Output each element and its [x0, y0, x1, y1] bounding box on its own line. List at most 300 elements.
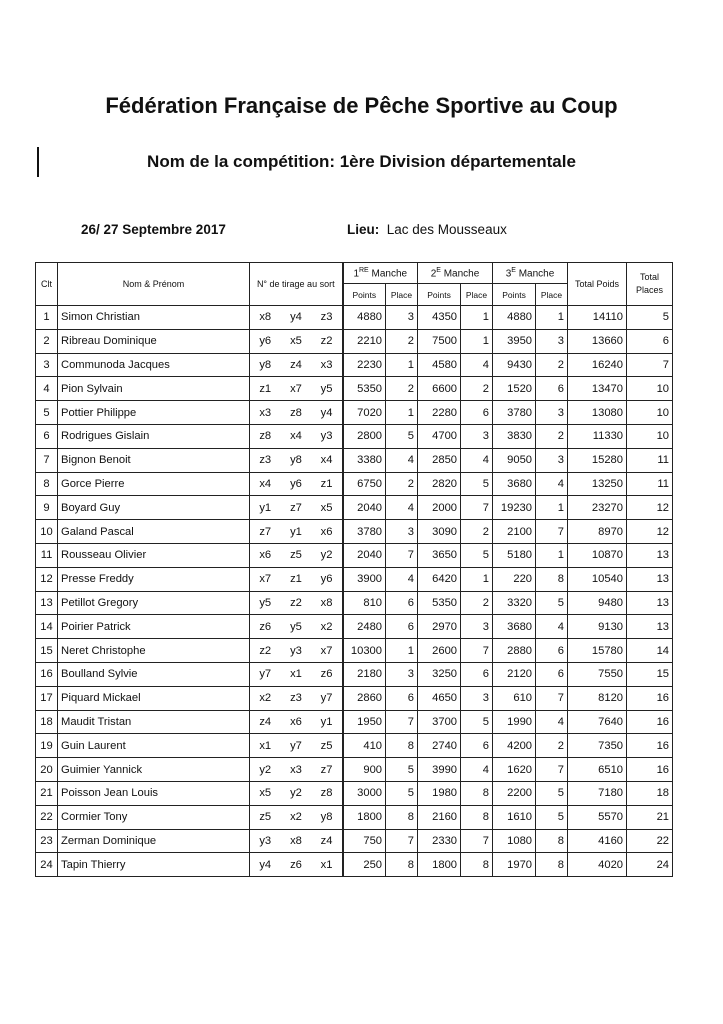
place-cell: 6 [461, 734, 493, 758]
place-cell: 7 [386, 829, 418, 853]
draw-cell: z4 [312, 829, 343, 853]
total-poids-cell: 5570 [568, 805, 627, 829]
draw-cell: z8 [312, 781, 343, 805]
points-cell: 5350 [418, 591, 461, 615]
total-places-cell: 13 [627, 567, 673, 591]
total-poids-cell: 13080 [568, 401, 627, 425]
competition-location [347, 222, 507, 237]
points-cell: 3830 [493, 424, 536, 448]
points-cell: 2850 [418, 448, 461, 472]
competition-date: 26/ 27 Septembre 2017 [81, 222, 226, 237]
place-cell: 8 [461, 781, 493, 805]
place-cell: 6 [536, 377, 568, 401]
total-places-cell: 24 [627, 853, 673, 877]
place-cell: 5 [386, 424, 418, 448]
draw-cell: z2 [281, 591, 312, 615]
points-cell: 7020 [343, 401, 386, 425]
total-places-cell: 5 [627, 306, 673, 330]
total-poids-cell: 7550 [568, 662, 627, 686]
place-cell: 2 [461, 377, 493, 401]
header-place-1: Place [386, 284, 418, 306]
table-row [36, 639, 673, 663]
draw-cell: x3 [281, 758, 312, 782]
rank-cell: 13 [36, 591, 58, 615]
points-cell: 2740 [418, 734, 461, 758]
place-cell: 7 [536, 520, 568, 544]
draw-cell: y1 [281, 520, 312, 544]
place-cell: 6 [461, 401, 493, 425]
place-cell: 8 [386, 805, 418, 829]
name-cell: Poisson Jean Louis [58, 781, 250, 805]
header-points-2: Points [418, 284, 461, 306]
total-poids-cell: 14110 [568, 306, 627, 330]
name-cell: Rousseau Olivier [58, 543, 250, 567]
place-cell: 8 [386, 853, 418, 877]
points-cell: 3000 [343, 781, 386, 805]
draw-cell: z7 [281, 496, 312, 520]
draw-cell: z3 [250, 448, 281, 472]
rank-cell: 22 [36, 805, 58, 829]
table-row [36, 448, 673, 472]
rank-cell: 1 [36, 306, 58, 330]
rank-cell: 14 [36, 615, 58, 639]
name-cell: Communoda Jacques [58, 353, 250, 377]
draw-cell: y6 [250, 329, 281, 353]
points-cell: 2000 [418, 496, 461, 520]
draw-cell: x2 [281, 805, 312, 829]
results-table [35, 262, 673, 877]
points-cell: 6420 [418, 567, 461, 591]
points-cell: 3090 [418, 520, 461, 544]
draw-cell: x4 [281, 424, 312, 448]
points-cell: 220 [493, 567, 536, 591]
place-cell: 7 [461, 829, 493, 853]
total-places-cell: 13 [627, 591, 673, 615]
place-cell: 1 [461, 306, 493, 330]
place-cell: 8 [536, 853, 568, 877]
total-poids-cell: 13660 [568, 329, 627, 353]
draw-cell: z6 [312, 662, 343, 686]
draw-cell: y5 [250, 591, 281, 615]
points-cell: 4880 [343, 306, 386, 330]
name-cell: Tapin Thierry [58, 853, 250, 877]
place-cell: 1 [386, 639, 418, 663]
points-cell: 6750 [343, 472, 386, 496]
header-nom: Nom & Prénom [58, 263, 250, 306]
draw-cell: z4 [250, 710, 281, 734]
draw-cell: x6 [281, 710, 312, 734]
points-cell: 2860 [343, 686, 386, 710]
draw-cell: z6 [281, 853, 312, 877]
rank-cell: 12 [36, 567, 58, 591]
place-cell: 4 [461, 448, 493, 472]
points-cell: 2330 [418, 829, 461, 853]
table-row [36, 686, 673, 710]
table-row [36, 615, 673, 639]
points-cell: 2040 [343, 543, 386, 567]
points-cell: 2210 [343, 329, 386, 353]
points-cell: 2480 [343, 615, 386, 639]
name-cell: Simon Christian [58, 306, 250, 330]
place-cell: 4 [461, 758, 493, 782]
header-manche-3: $3^E$ Manche [493, 263, 568, 284]
place-cell: 7 [536, 686, 568, 710]
points-cell: 2040 [343, 496, 386, 520]
header-place-2: Place [461, 284, 493, 306]
points-cell: 3950 [493, 329, 536, 353]
total-places-cell: 13 [627, 543, 673, 567]
header-place-3: Place [536, 284, 568, 306]
total-poids-cell: 11330 [568, 424, 627, 448]
competition-name: Nom de la compétition: 1ère Division départementale [147, 152, 576, 171]
draw-cell: x7 [281, 377, 312, 401]
draw-cell: y1 [312, 710, 343, 734]
draw-cell: y4 [250, 853, 281, 877]
header-points-1: Points [343, 284, 386, 306]
total-poids-cell: 8120 [568, 686, 627, 710]
draw-cell: z6 [250, 615, 281, 639]
rank-cell: 23 [36, 829, 58, 853]
draw-cell: x8 [281, 829, 312, 853]
total-places-cell: 10 [627, 424, 673, 448]
table-row [36, 662, 673, 686]
points-cell: 1990 [493, 710, 536, 734]
rank-cell: 16 [36, 662, 58, 686]
points-cell: 6600 [418, 377, 461, 401]
total-places-cell: 18 [627, 781, 673, 805]
draw-cell: z1 [312, 472, 343, 496]
points-cell: 2200 [493, 781, 536, 805]
draw-cell: y8 [281, 448, 312, 472]
header-clt: Clt [36, 263, 58, 306]
table-row [36, 353, 673, 377]
points-cell: 10300 [343, 639, 386, 663]
draw-cell: z5 [312, 734, 343, 758]
draw-cell: x6 [250, 543, 281, 567]
name-cell: Boyard Guy [58, 496, 250, 520]
total-poids-cell: 10870 [568, 543, 627, 567]
draw-cell: y7 [281, 734, 312, 758]
place-cell: 8 [536, 829, 568, 853]
table-row [36, 781, 673, 805]
place-cell: 8 [461, 805, 493, 829]
draw-cell: y2 [281, 781, 312, 805]
rank-cell: 3 [36, 353, 58, 377]
draw-cell: y3 [312, 424, 343, 448]
table-row [36, 329, 673, 353]
place-cell: 2 [461, 591, 493, 615]
table-row [36, 520, 673, 544]
draw-cell: y2 [250, 758, 281, 782]
place-cell: 1 [536, 496, 568, 520]
draw-cell: y1 [250, 496, 281, 520]
draw-cell: y4 [281, 306, 312, 330]
place-cell: 1 [461, 567, 493, 591]
rank-cell: 15 [36, 639, 58, 663]
place-cell: 6 [386, 591, 418, 615]
total-places-cell: 16 [627, 734, 673, 758]
rank-cell: 2 [36, 329, 58, 353]
place-cell: 4 [386, 496, 418, 520]
points-cell: 1950 [343, 710, 386, 734]
points-cell: 2230 [343, 353, 386, 377]
points-cell: 1800 [418, 853, 461, 877]
total-places-cell: 22 [627, 829, 673, 853]
total-poids-cell: 13250 [568, 472, 627, 496]
points-cell: 19230 [493, 496, 536, 520]
total-poids-cell: 10540 [568, 567, 627, 591]
points-cell: 3250 [418, 662, 461, 686]
points-cell: 3680 [493, 472, 536, 496]
points-cell: 610 [493, 686, 536, 710]
points-cell: 3990 [418, 758, 461, 782]
points-cell: 2800 [343, 424, 386, 448]
draw-cell: x4 [250, 472, 281, 496]
place-cell: 7 [536, 758, 568, 782]
name-cell: Pion Sylvain [58, 377, 250, 401]
draw-cell: z5 [281, 543, 312, 567]
total-places-cell: 14 [627, 639, 673, 663]
place-cell: 6 [386, 686, 418, 710]
draw-cell: y6 [281, 472, 312, 496]
table-row [36, 758, 673, 782]
draw-cell: x6 [312, 520, 343, 544]
table-row [36, 496, 673, 520]
name-cell: Presse Freddy [58, 567, 250, 591]
rank-cell: 17 [36, 686, 58, 710]
table-row [36, 734, 673, 758]
table-row [36, 424, 673, 448]
rank-cell: 11 [36, 543, 58, 567]
place-cell: 5 [536, 781, 568, 805]
total-poids-cell: 16240 [568, 353, 627, 377]
name-cell: Bignon Benoit [58, 448, 250, 472]
rank-cell: 19 [36, 734, 58, 758]
results-rows [36, 306, 673, 877]
place-cell: 4 [386, 567, 418, 591]
place-cell: 4 [461, 353, 493, 377]
draw-cell: y7 [312, 686, 343, 710]
total-poids-cell: 15280 [568, 448, 627, 472]
place-cell: 5 [536, 805, 568, 829]
draw-cell: y3 [250, 829, 281, 853]
place-cell: 7 [461, 496, 493, 520]
points-cell: 4200 [493, 734, 536, 758]
points-cell: 3650 [418, 543, 461, 567]
points-cell: 810 [343, 591, 386, 615]
draw-cell: z1 [250, 377, 281, 401]
total-poids-cell: 9130 [568, 615, 627, 639]
table-row [36, 591, 673, 615]
header-tirage: N° de tirage au sort [250, 263, 343, 306]
rank-cell: 5 [36, 401, 58, 425]
points-cell: 4650 [418, 686, 461, 710]
name-cell: Zerman Dominique [58, 829, 250, 853]
draw-cell: x3 [312, 353, 343, 377]
total-poids-cell: 8970 [568, 520, 627, 544]
place-cell: 3 [386, 520, 418, 544]
points-cell: 1800 [343, 805, 386, 829]
place-cell: 8 [536, 567, 568, 591]
place-cell: 2 [536, 734, 568, 758]
total-places-cell: 12 [627, 520, 673, 544]
points-cell: 750 [343, 829, 386, 853]
total-poids-cell: 9480 [568, 591, 627, 615]
table-row [36, 829, 673, 853]
place-cell: 6 [386, 615, 418, 639]
points-cell: 1970 [493, 853, 536, 877]
place-cell: 5 [536, 591, 568, 615]
place-cell: 2 [386, 472, 418, 496]
total-places-cell: 16 [627, 710, 673, 734]
total-poids-cell: 13470 [568, 377, 627, 401]
draw-cell: z8 [281, 401, 312, 425]
place-cell: 8 [386, 734, 418, 758]
place-cell: 3 [536, 448, 568, 472]
rank-cell: 18 [36, 710, 58, 734]
rank-cell: 6 [36, 424, 58, 448]
place-cell: 3 [386, 306, 418, 330]
place-cell: 3 [386, 662, 418, 686]
points-cell: 9050 [493, 448, 536, 472]
table-row [36, 472, 673, 496]
draw-cell: x7 [312, 639, 343, 663]
points-cell: 2100 [493, 520, 536, 544]
place-cell: 4 [536, 472, 568, 496]
draw-cell: x8 [250, 306, 281, 330]
total-places-cell: 11 [627, 448, 673, 472]
place-cell: 4 [536, 710, 568, 734]
header-total-places: Total Places [627, 263, 673, 306]
place-cell: 3 [461, 424, 493, 448]
location-value: Lac des Mousseaux [386, 222, 507, 237]
points-cell: 7500 [418, 329, 461, 353]
draw-cell: z8 [250, 424, 281, 448]
total-poids-cell: 7350 [568, 734, 627, 758]
name-cell: Petillot Gregory [58, 591, 250, 615]
rank-cell: 24 [36, 853, 58, 877]
points-cell: 5180 [493, 543, 536, 567]
place-cell: 7 [386, 543, 418, 567]
points-cell: 2880 [493, 639, 536, 663]
table-row [36, 306, 673, 330]
total-poids-cell: 23270 [568, 496, 627, 520]
points-cell: 3780 [493, 401, 536, 425]
points-cell: 1980 [418, 781, 461, 805]
points-cell: 2820 [418, 472, 461, 496]
draw-cell: x4 [312, 448, 343, 472]
document-title: Fédération Française de Pêche Sportive au Coup [105, 93, 618, 118]
points-cell: 1620 [493, 758, 536, 782]
points-cell: 3320 [493, 591, 536, 615]
header-manche-2: $2^E$ Manche [418, 263, 493, 284]
rank-cell: 4 [36, 377, 58, 401]
total-places-cell: 7 [627, 353, 673, 377]
name-cell: Ribreau Dominique [58, 329, 250, 353]
header-points-3: Points [493, 284, 536, 306]
draw-cell: z2 [250, 639, 281, 663]
name-cell: Guimier Yannick [58, 758, 250, 782]
draw-cell: x3 [250, 401, 281, 425]
header-total-poids: Total Poids [568, 263, 627, 306]
draw-cell: z1 [281, 567, 312, 591]
points-cell: 4700 [418, 424, 461, 448]
place-cell: 7 [386, 710, 418, 734]
draw-cell: x5 [312, 496, 343, 520]
draw-cell: y6 [312, 567, 343, 591]
total-places-cell: 10 [627, 401, 673, 425]
total-poids-cell: 6510 [568, 758, 627, 782]
name-cell: Galand Pascal [58, 520, 250, 544]
rank-cell: 10 [36, 520, 58, 544]
place-cell: 5 [461, 543, 493, 567]
points-cell: 3380 [343, 448, 386, 472]
rank-cell: 20 [36, 758, 58, 782]
total-places-cell: 21 [627, 805, 673, 829]
name-cell: Gorce Pierre [58, 472, 250, 496]
draw-cell: y2 [312, 543, 343, 567]
rank-cell: 9 [36, 496, 58, 520]
name-cell: Guin Laurent [58, 734, 250, 758]
place-cell: 2 [386, 329, 418, 353]
place-cell: 6 [461, 662, 493, 686]
place-cell: 2 [386, 377, 418, 401]
place-cell: 4 [536, 615, 568, 639]
name-cell: Piquard Mickael [58, 686, 250, 710]
table-row [36, 805, 673, 829]
draw-cell: x2 [312, 615, 343, 639]
place-cell: 1 [386, 401, 418, 425]
place-cell: 5 [386, 781, 418, 805]
points-cell: 3680 [493, 615, 536, 639]
name-cell: Poirier Patrick [58, 615, 250, 639]
name-cell: Pottier Philippe [58, 401, 250, 425]
draw-cell: x1 [281, 662, 312, 686]
table-row [36, 543, 673, 567]
place-cell: 1 [536, 306, 568, 330]
total-poids-cell: 4020 [568, 853, 627, 877]
total-places-cell: 16 [627, 758, 673, 782]
place-cell: 3 [461, 686, 493, 710]
place-cell: 6 [536, 662, 568, 686]
total-places-cell: 13 [627, 615, 673, 639]
place-cell: 3 [461, 615, 493, 639]
points-cell: 3900 [343, 567, 386, 591]
points-cell: 2600 [418, 639, 461, 663]
place-cell: 1 [536, 543, 568, 567]
draw-cell: z7 [250, 520, 281, 544]
points-cell: 4350 [418, 306, 461, 330]
total-places-cell: 6 [627, 329, 673, 353]
draw-cell: x5 [281, 329, 312, 353]
rank-cell: 7 [36, 448, 58, 472]
draw-cell: z5 [250, 805, 281, 829]
points-cell: 9430 [493, 353, 536, 377]
place-cell: 2 [461, 520, 493, 544]
name-cell: Maudit Tristan [58, 710, 250, 734]
total-poids-cell: 4160 [568, 829, 627, 853]
points-cell: 4880 [493, 306, 536, 330]
points-cell: 1610 [493, 805, 536, 829]
points-cell: 2280 [418, 401, 461, 425]
place-cell: 6 [536, 639, 568, 663]
name-cell: Rodrigues Gislain [58, 424, 250, 448]
total-poids-cell: 7640 [568, 710, 627, 734]
draw-cell: z2 [312, 329, 343, 353]
table-row [36, 401, 673, 425]
draw-cell: x7 [250, 567, 281, 591]
points-cell: 2180 [343, 662, 386, 686]
